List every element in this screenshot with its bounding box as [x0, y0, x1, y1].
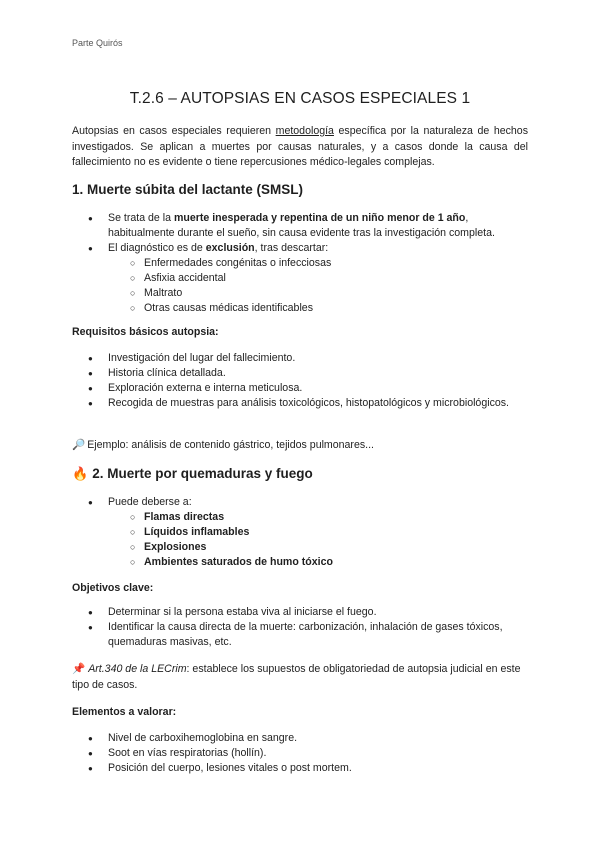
- list-item: ● Soot en vías respiratorias (hollín).: [72, 746, 528, 761]
- sublist-item: ○ Otras causas médicas identificables: [108, 301, 528, 316]
- section1-list: [72, 211, 528, 316]
- objectives-list: [72, 605, 528, 650]
- list-item: ● Investigación del lugar del fallecimiento.: [72, 351, 528, 366]
- section2-heading: 🔥 2. Muerte por quemaduras y fuego: [72, 466, 313, 481]
- sublist-item: ○ Flamas directas: [108, 510, 528, 525]
- list-item: ● Puede deberse a: ○ Flamas directas ○ Líquidos inflamables ○ Explosiones ○ Ambientes saturados de humo tóxico: [72, 495, 528, 570]
- section1-heading: 1. Muerte súbita del lactante (SMSL): [72, 182, 304, 197]
- list-item: ● Exploración externa e interna meticulosa.: [72, 381, 528, 396]
- requirements-list: [72, 351, 528, 411]
- magnifier-icon: 🔎: [72, 439, 86, 451]
- elements-list: [72, 731, 528, 776]
- requirements-heading: Requisitos básicos autopsia:: [72, 326, 219, 338]
- page-title: T.2.6 – AUTOPSIAS EN CASOS ESPECIALES 1: [129, 90, 471, 107]
- sublist-item: ○ Enfermedades congénitas o infecciosas: [108, 256, 528, 271]
- causes-sublist: [108, 510, 528, 570]
- elements-heading: Elementos a valorar:: [72, 706, 177, 718]
- list-item: ● Se trata de la muerte inesperada y repentina de un niño menor de 1 año, habitualmente durante el sueño, sin causa evidente tras la investigación completa.: [72, 211, 528, 241]
- list-item: ● Nivel de carboxihemoglobina en sangre.: [72, 731, 528, 746]
- exclusion-sublist: [108, 256, 528, 316]
- sublist-item: ○ Líquidos inflamables: [108, 525, 528, 540]
- sublist-item: ○ Maltrato: [108, 286, 528, 301]
- list-item: ● Determinar si la persona estaba viva al iniciarse el fuego.: [72, 605, 528, 620]
- fire-icon: 🔥: [72, 466, 89, 481]
- underlined-term: metodología: [275, 125, 334, 137]
- sublist-item: ○ Asfixia accidental: [108, 271, 528, 286]
- list-item: ● Recogida de muestras para análisis toxicológicos, histopatológicos y microbiológicos.: [72, 396, 528, 411]
- sublist-item: ○ Explosiones: [108, 540, 528, 555]
- list-item: ● Historia clínica detallada.: [72, 366, 528, 381]
- objectives-heading: Objetivos clave:: [72, 582, 154, 594]
- sublist-item: ○ Ambientes saturados de humo tóxico: [108, 555, 528, 570]
- intro-paragraph: Autopsias en casos especiales requieren metodología específica por la naturaleza de hechos investigados. Se aplican a muertes por causas naturales, y a casos donde la causa del fallecimiento no es evidente o tiene repercusiones médico-legales complejas.: [72, 125, 528, 168]
- pushpin-icon: 📌: [72, 663, 86, 675]
- legal-note: 📌 Art.340 de la LECrim: establece los supuestos de obligatoriedad de autopsia judicial en este tipo de casos.: [72, 663, 521, 691]
- list-item: ● Posición del cuerpo, lesiones vitales o post mortem.: [72, 761, 528, 776]
- list-item: ● Identificar la causa directa de la muerte: carbonización, inhalación de gases tóxicos, quemaduras masivas, etc.: [72, 620, 528, 650]
- page-header: Parte Quirós: [72, 38, 123, 48]
- list-item: ● El diagnóstico es de exclusión, tras descartar: ○ Enfermedades congénitas o infecciosas ○ Asfixia accidental ○ Maltrato ○ Otras causas médicas identificables: [72, 241, 528, 316]
- section2-list: [72, 495, 528, 570]
- example-line: 🔎 Ejemplo: análisis de contenido gástrico, tejidos pulmonares...: [72, 439, 374, 451]
